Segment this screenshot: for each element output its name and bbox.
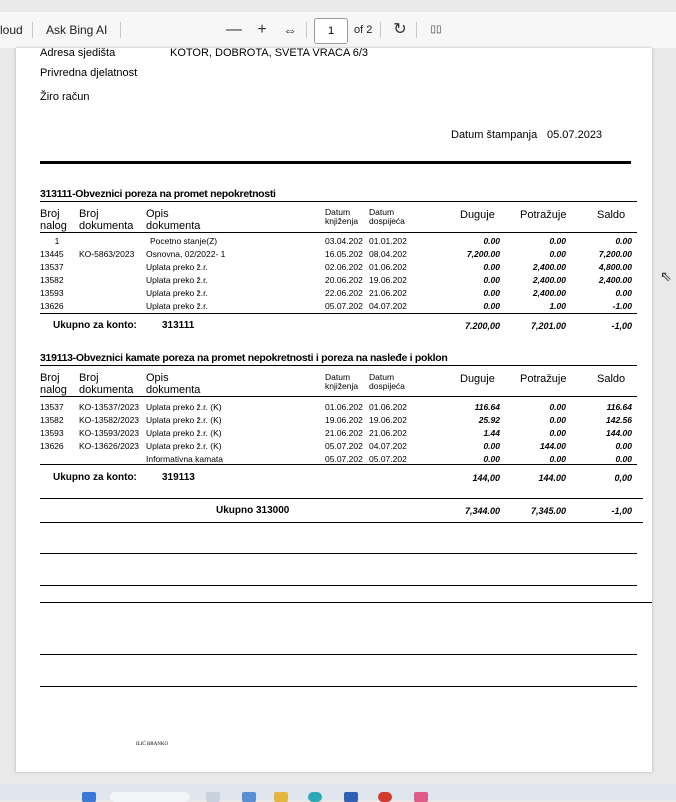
page-number-input[interactable]: 1	[314, 18, 348, 44]
page-view-icon[interactable]: ▯▯	[430, 24, 442, 35]
col-potrazuje: Potražuje	[520, 209, 567, 221]
cell-opis: Uplata preko ž.r.	[146, 301, 208, 311]
cell-saldo: 0.00	[615, 441, 632, 451]
cell-potrazuje: 0.00	[549, 428, 566, 438]
col-dospijeca: dospijeća	[369, 216, 405, 226]
section1-header-divider	[40, 232, 637, 233]
cloud-label[interactable]: loud	[0, 23, 23, 37]
rotate-icon[interactable]: ↻	[393, 21, 407, 38]
print-date-label: Datum štampanja	[451, 129, 538, 141]
cell-datum-knjizenja: 01.06.202	[325, 402, 363, 412]
cell-saldo: 144.00	[606, 428, 632, 438]
account-label: Žiro račun	[40, 91, 90, 103]
ask-bing-button[interactable]: Ask Bing AI	[46, 23, 108, 37]
cell-duguje: 0.00	[483, 454, 500, 464]
cell-potrazuje: 0.00	[549, 236, 566, 246]
cell-duguje: 0.00	[483, 441, 500, 451]
col-nalog: nalog	[40, 384, 67, 396]
cell-dokument: KO-13582/2023	[79, 415, 140, 425]
section1-title-underline	[40, 201, 637, 202]
section2-total-duguje: 144,00	[472, 473, 500, 483]
cell-nalog: 13582	[40, 275, 64, 285]
section1-total-label: Ukupno za konto:	[53, 320, 137, 331]
col-duguje: Duguje	[460, 373, 495, 385]
col-opis: Opis	[146, 208, 169, 220]
windows-start-icon[interactable]	[82, 792, 96, 802]
cell-saldo: 7,200.00	[598, 249, 632, 259]
cell-opis: Osnovna, 02/2022- 1	[146, 249, 226, 259]
zoom-out-icon[interactable]: —	[226, 21, 242, 38]
zoom-in-icon[interactable]: +	[257, 21, 267, 38]
cell-datum-dospijeca: 19.06.202	[369, 415, 407, 425]
cell-opis: Uplata preko ž.r. (K)	[146, 415, 222, 425]
section1-total-konto: 313111	[162, 320, 195, 331]
cell-datum-dospijeca: 21.06.202	[369, 428, 407, 438]
col-datum: Datum	[325, 372, 351, 382]
pdf-page	[16, 48, 652, 772]
cell-dokument: KO-13626/2023	[79, 441, 140, 451]
taskbar-app-icon[interactable]	[378, 792, 392, 802]
toolbar-divider	[416, 22, 417, 38]
cell-datum-knjizenja: 19.06.202	[325, 415, 363, 425]
cell-datum-knjizenja: 05.07.202	[325, 301, 363, 311]
toolbar-divider	[380, 22, 381, 38]
cell-duguje: 116.64	[474, 402, 500, 412]
cell-opis: Pocetno stanje(Z)	[150, 236, 218, 246]
cell-datum-knjizenja: 05.07.202	[325, 454, 363, 464]
cell-potrazuje: 0.00	[549, 402, 566, 412]
grand-total-saldo: -1,00	[611, 506, 632, 516]
section1-total-duguje: 7.200,00	[464, 321, 500, 331]
section2-total-konto: 319113	[162, 472, 195, 483]
col-broj-dok: Broj	[79, 208, 99, 220]
mouse-cursor-icon: ⇖	[660, 268, 672, 284]
blank-rule	[40, 553, 637, 554]
cell-datum-knjizenja: 16.05.202	[325, 249, 363, 259]
cell-saldo: 0.00	[615, 288, 632, 298]
print-date-value: 05.07.2023	[547, 129, 603, 141]
edge-browser-icon[interactable]	[308, 792, 322, 802]
cell-duguje: 0.00	[483, 262, 500, 272]
cell-duguje: 0.00	[483, 301, 500, 311]
col-broj: Broj	[40, 208, 60, 220]
header-divider	[40, 161, 631, 164]
col-opis-dokumenta: dokumenta	[146, 220, 201, 232]
cell-nalog: 1	[54, 236, 60, 246]
cell-duguje: 7,200.00	[466, 249, 500, 259]
cell-dokument: KO-5863/2023	[79, 249, 135, 259]
cell-potrazuje: 2,400.00	[532, 275, 566, 285]
cell-potrazuje: 2,400.00	[532, 288, 566, 298]
cell-opis: Uplata preko ž.r.	[146, 275, 208, 285]
cell-dokument: KO-13537/2023	[79, 402, 140, 412]
section2-total-label: Ukupno za konto:	[53, 472, 137, 483]
cell-nalog: 13593	[40, 428, 64, 438]
section1-total-divider	[40, 313, 637, 314]
taskbar-app-icon[interactable]	[206, 792, 220, 802]
grand-total-potrazuje: 7,345.00	[530, 506, 566, 516]
blank-rule	[40, 585, 637, 586]
cell-duguje: 1.44	[483, 428, 500, 438]
cell-dokument: KO-13593/2023	[79, 428, 140, 438]
section2-total-saldo: 0,00	[614, 473, 632, 483]
cell-datum-dospijeca: 04.07.202	[369, 301, 407, 311]
toolbar-divider	[120, 22, 121, 38]
cell-opis: Uplata preko ž.r. (K)	[146, 441, 222, 451]
cell-saldo: 142.56	[606, 415, 632, 425]
col-dokumenta: dokumenta	[79, 384, 134, 396]
col-datum-dosp: Datum	[369, 207, 395, 217]
col-saldo: Saldo	[597, 373, 626, 385]
cell-datum-dospijeca: 01.06.202	[369, 402, 407, 412]
cell-nalog: 13593	[40, 288, 64, 298]
taskbar-app-icon[interactable]	[344, 792, 358, 802]
cell-opis: Uplata preko ž.r. (K)	[146, 402, 222, 412]
grand-total-duguje: 7,344.00	[464, 506, 500, 516]
cell-potrazuje: 0.00	[549, 415, 566, 425]
cell-datum-dospijeca: 04.07.202	[369, 441, 407, 451]
fit-width-icon[interactable]: ⇔	[283, 22, 297, 38]
page-count: of 2	[354, 24, 373, 36]
grand-total-label: Ukupno 313000	[216, 505, 290, 516]
section2-title: 319113-Obveznici kamate poreza na promet nepokretnosti i poreza na nasleđe i poklon	[40, 352, 448, 364]
cell-duguje: 0.00	[483, 236, 500, 246]
address-value: KOTOR, DOBROTA, SVETA VRAČA 6/3	[170, 48, 369, 59]
section1-total-saldo: -1,00	[611, 321, 632, 331]
col-opis: Opis	[146, 372, 169, 384]
section2-total-potrazuje: 144.00	[538, 473, 566, 483]
cell-potrazuje: 144.00	[540, 441, 566, 451]
section2-title-underline	[40, 365, 637, 366]
toolbar-divider	[306, 22, 307, 38]
blank-rule	[40, 686, 637, 687]
col-duguje: Duguje	[460, 209, 495, 221]
cell-datum-dospijeca: 01.01.202	[369, 236, 407, 246]
cell-opis: Uplata preko ž.r. (K)	[146, 428, 222, 438]
col-dokumenta: dokumenta	[79, 220, 134, 232]
cell-potrazuje: 0.00	[549, 454, 566, 464]
cell-saldo: 2,400.00	[598, 275, 632, 285]
cell-datum-knjizenja: 05.07.202	[325, 441, 363, 451]
cell-opis: Informativna kamata	[146, 454, 224, 464]
signature-text: ILIĆ BRANKO	[136, 742, 169, 747]
taskbar-app-icon[interactable]	[242, 792, 256, 802]
address-label: Adresa sjedišta	[40, 48, 116, 59]
cell-datum-dospijeca: 21.06.202	[369, 288, 407, 298]
cell-nalog: 13626	[40, 301, 64, 311]
col-opis-dokumenta: dokumenta	[146, 384, 201, 396]
section1-title: 313111-Obveznici poreza na promet nepokretnosti	[40, 188, 276, 200]
activity-label: Privredna djelatnost	[40, 67, 138, 79]
taskbar-app-icon[interactable]	[414, 792, 428, 802]
grand-total-bottom-divider	[40, 522, 643, 523]
section2-total-divider	[40, 464, 637, 465]
cell-duguje: 25.92	[478, 415, 500, 425]
cell-datum-dospijeca: 05.07.202	[369, 454, 407, 464]
cell-opis: Uplata preko ž.r.	[146, 262, 208, 272]
cell-datum-knjizenja: 03.04.202	[325, 236, 363, 246]
cell-saldo: 0.00	[615, 236, 632, 246]
cell-datum-dospijeca: 19.06.202	[369, 275, 407, 285]
cell-nalog: 13582	[40, 415, 64, 425]
cell-potrazuje: 1.00	[549, 301, 566, 311]
cell-datum-knjizenja: 21.06.202	[325, 428, 363, 438]
pdf-toolbar	[0, 12, 676, 48]
cell-nalog: 13626	[40, 441, 64, 451]
col-potrazuje: Potražuje	[520, 373, 567, 385]
col-knjizenja: knjiženja	[325, 216, 359, 226]
section1-total-potrazuje: 7,201.00	[530, 321, 566, 331]
cell-datum-knjizenja: 02.06.202	[325, 262, 363, 272]
cell-nalog: 13537	[40, 402, 64, 412]
cell-saldo: 116.64	[606, 402, 632, 412]
col-saldo: Saldo	[597, 209, 626, 221]
section2-header-divider	[40, 396, 637, 397]
folder-icon[interactable]	[274, 792, 288, 802]
blank-rule	[40, 654, 637, 655]
col-dospijeca: dospijeća	[369, 381, 405, 391]
col-broj-dok: Broj	[79, 372, 99, 384]
cell-duguje: 0.00	[483, 288, 500, 298]
cell-nalog: 13445	[40, 249, 64, 259]
taskbar	[0, 784, 676, 800]
cell-saldo: -1.00	[612, 301, 632, 311]
col-knjizenja: knjiženja	[325, 381, 359, 391]
cell-datum-knjizenja: 22.06.202	[325, 288, 363, 298]
cell-saldo: 4,800.00	[598, 262, 632, 272]
cell-potrazuje: 0.00	[549, 249, 566, 259]
cell-potrazuje: 2,400.00	[532, 262, 566, 272]
cell-datum-dospijeca: 08.04.202	[369, 249, 407, 259]
toolbar-divider	[32, 22, 33, 38]
cell-opis: Uplata preko ž.r.	[146, 288, 208, 298]
cell-datum-dospijeca: 01.06.202	[369, 262, 407, 272]
blank-rule	[40, 602, 652, 603]
col-datum-dosp: Datum	[369, 372, 395, 382]
col-datum: Datum	[325, 207, 351, 217]
cell-duguje: 0.00	[483, 275, 500, 285]
cell-datum-knjizenja: 20.06.202	[325, 275, 363, 285]
cell-nalog: 13537	[40, 262, 64, 272]
col-broj: Broj	[40, 372, 60, 384]
col-nalog: nalog	[40, 220, 67, 232]
taskbar-search-box[interactable]	[110, 792, 190, 802]
grand-total-top-divider	[40, 498, 643, 499]
cell-saldo: 0.00	[615, 454, 632, 464]
